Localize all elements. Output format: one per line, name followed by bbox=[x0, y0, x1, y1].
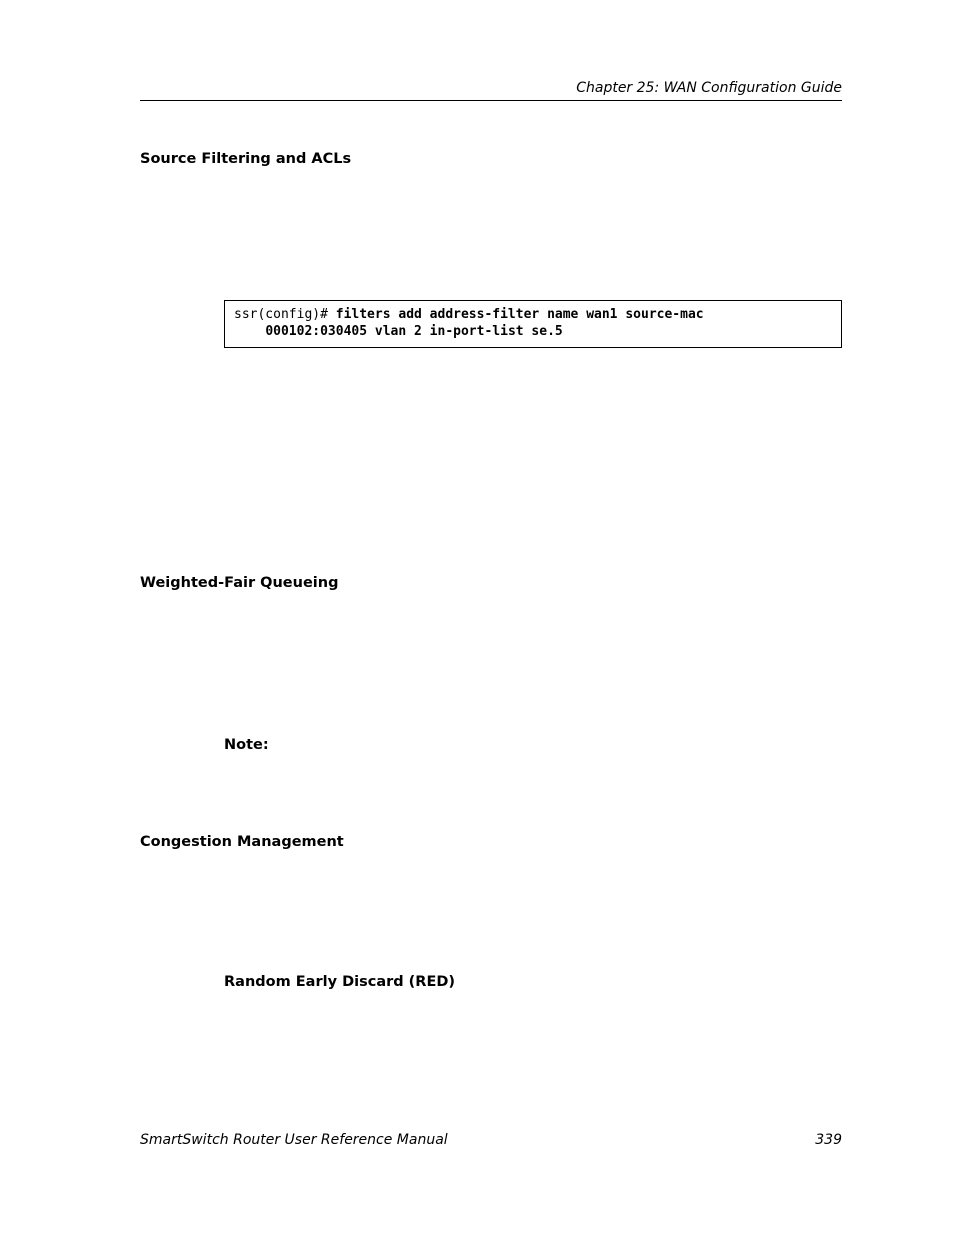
code-prompt: ssr(config)# bbox=[234, 307, 328, 322]
code-command-line2: 000102:030405 vlan 2 in-port-list se.5 bbox=[265, 324, 563, 339]
code-command-line1: filters add address-filter name wan1 source-mac bbox=[335, 307, 704, 322]
note-label: Note: bbox=[224, 737, 269, 753]
header-rule bbox=[140, 100, 842, 101]
heading-congestion-management: Congestion Management bbox=[140, 834, 344, 850]
heading-source-filtering: Source Filtering and ACLs bbox=[140, 151, 352, 167]
heading-weighted-fair-queueing: Weighted-Fair Queueing bbox=[140, 575, 339, 591]
heading-random-early-discard: Random Early Discard (RED) bbox=[224, 974, 456, 990]
footer-manual-title: SmartSwitch Router User Reference Manual bbox=[140, 1132, 448, 1148]
running-header: Chapter 25: WAN Configuration Guide bbox=[576, 80, 842, 96]
footer-page-number: 339 bbox=[815, 1132, 842, 1148]
code-example-box bbox=[224, 300, 842, 348]
